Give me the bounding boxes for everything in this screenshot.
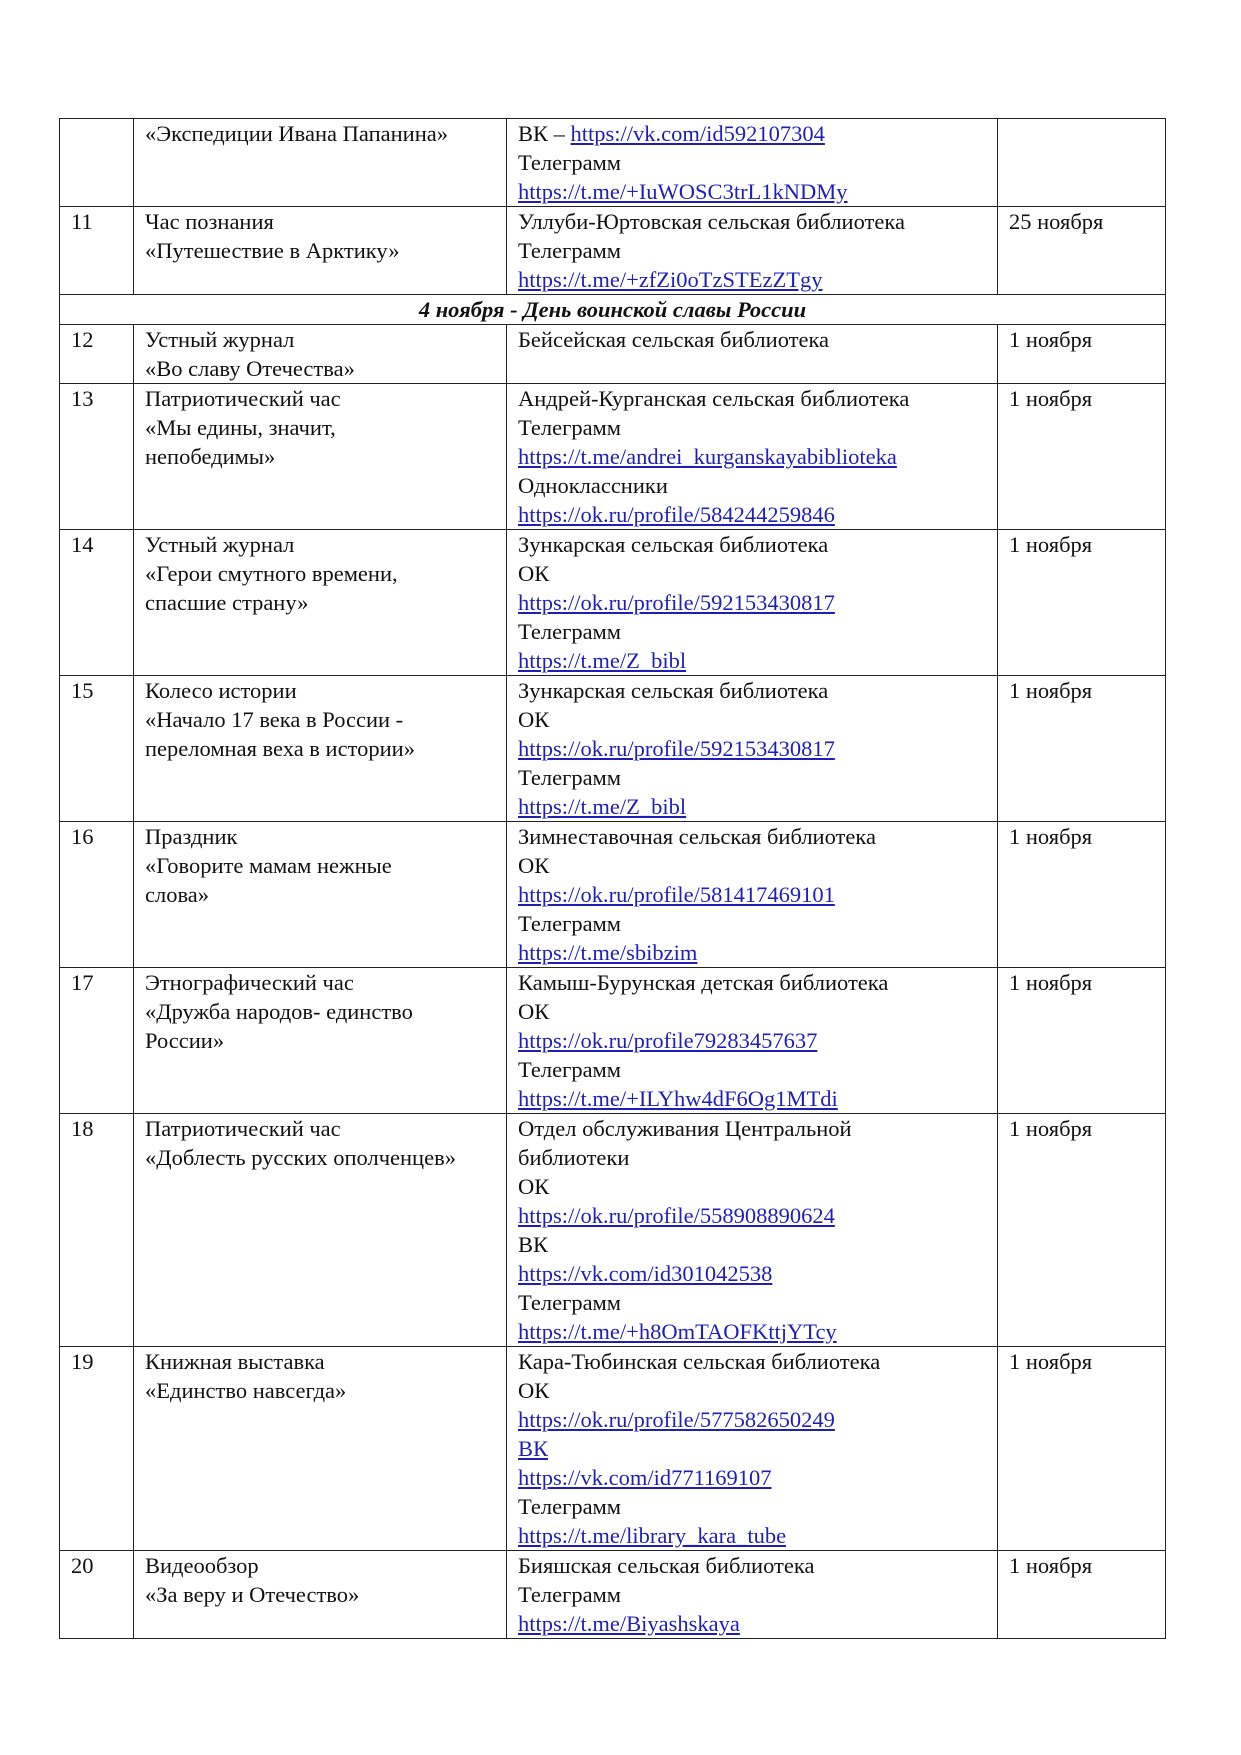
venue-link[interactable]: https://t.me/+zfZi0oTzSTEzZTgy	[518, 267, 823, 292]
venue-link[interactable]: https://t.me/+IuWOSC3trL1kNDMy	[518, 179, 848, 204]
venue-line	[518, 559, 997, 588]
venue-line	[518, 1026, 997, 1055]
event-line: переломная веха в истории»	[145, 736, 415, 761]
venue-text: Бейсейская сельская библиотека	[518, 327, 830, 352]
event-cell	[134, 822, 507, 968]
date-cell: 1 ноября	[998, 676, 1166, 822]
table-body-main	[60, 325, 1166, 1639]
venue-line	[518, 822, 997, 851]
venue-link[interactable]: https://t.me/andrei_kurganskayabiblioteka	[518, 444, 897, 469]
events-table	[59, 118, 1166, 1639]
table-body-top	[60, 119, 1166, 295]
date-cell	[998, 119, 1166, 207]
event-line: Колесо истории	[145, 678, 297, 703]
venue-cell	[507, 384, 998, 530]
row-number: 20	[60, 1551, 134, 1639]
venue-line	[518, 325, 997, 354]
venue-text: Телеграмм	[518, 1290, 622, 1315]
venue-line	[518, 997, 997, 1026]
venue-line	[518, 500, 997, 529]
venue-cell	[507, 1551, 998, 1639]
venue-line	[518, 1580, 997, 1609]
venue-text: Андрей-Курганская сельская библиотека	[518, 386, 910, 411]
venue-line	[518, 1143, 997, 1172]
event-line: России»	[145, 1028, 225, 1053]
row-number: 18	[60, 1114, 134, 1347]
venue-line	[518, 1492, 997, 1521]
venue-text: библиотеки	[518, 1145, 630, 1170]
row-number: 17	[60, 968, 134, 1114]
venue-line	[518, 909, 997, 938]
venue-line	[518, 880, 997, 909]
section-title: 4 ноября - День воинской славы России	[60, 295, 1166, 325]
venue-cell	[507, 1347, 998, 1551]
venue-line	[518, 617, 997, 646]
date-cell: 25 ноября	[998, 207, 1166, 295]
date-cell: 1 ноября	[998, 1551, 1166, 1639]
document-page	[59, 118, 1165, 1639]
table-row	[60, 1114, 1166, 1347]
venue-text: Телеграмм	[518, 1582, 622, 1607]
venue-cell	[507, 325, 998, 384]
section-header-row	[60, 295, 1166, 325]
venue-line	[518, 646, 997, 675]
venue-line	[518, 763, 997, 792]
event-line: «Экспедиции Ивана Папанина»	[145, 121, 448, 146]
event-line: Патриотический час	[145, 386, 341, 411]
venue-link[interactable]: https://ok.ru/profile/592153430817	[518, 590, 835, 615]
row-number: 19	[60, 1347, 134, 1551]
venue-line	[518, 148, 997, 177]
venue-link[interactable]: https://ok.ru/profile/577582650249	[518, 1407, 835, 1432]
table-row	[60, 1551, 1166, 1639]
venue-text: Бияшская сельская библиотека	[518, 1553, 815, 1578]
event-line: «Мы едины, значит,	[145, 415, 336, 440]
venue-link[interactable]: https://t.me/+ILYhw4dF6Og1MTdi	[518, 1086, 838, 1111]
venue-text: Телеграмм	[518, 911, 622, 936]
venue-text: Камыш-Бурунская детская библиотека	[518, 970, 889, 995]
venue-link[interactable]: https://ok.ru/profile/592153430817	[518, 736, 835, 761]
venue-text: Телеграмм	[518, 238, 622, 263]
venue-line	[518, 471, 997, 500]
venue-line	[518, 1201, 997, 1230]
date-cell: 1 ноября	[998, 325, 1166, 384]
date-cell: 1 ноября	[998, 1114, 1166, 1347]
venue-text: Одноклассники	[518, 473, 668, 498]
venue-line	[518, 588, 997, 617]
venue-line	[518, 1434, 997, 1463]
venue-text: Кара-Тюбинская сельская библиотека	[518, 1349, 881, 1374]
venue-link[interactable]: https://vk.com/id301042538	[518, 1261, 773, 1286]
date-cell: 1 ноября	[998, 530, 1166, 676]
row-number: 11	[60, 207, 134, 295]
row-number: 15	[60, 676, 134, 822]
event-cell	[134, 384, 507, 530]
event-line: «Герои смутного времени,	[145, 561, 398, 586]
table-row	[60, 1347, 1166, 1551]
venue-text: ОК	[518, 1378, 550, 1403]
venue-text: Телеграмм	[518, 415, 622, 440]
venue-cell	[507, 119, 998, 207]
event-cell	[134, 207, 507, 295]
venue-link[interactable]: https://t.me/+h8OmTAOFKttjYTcy	[518, 1319, 837, 1344]
venue-text: Отдел обслуживания Центральной	[518, 1116, 852, 1141]
venue-cell	[507, 968, 998, 1114]
venue-line	[518, 1463, 997, 1492]
venue-text: Зункарская сельская библиотека	[518, 532, 829, 557]
venue-line	[518, 1230, 997, 1259]
row-number: 13	[60, 384, 134, 530]
venue-line	[518, 442, 997, 471]
venue-line	[518, 413, 997, 442]
event-cell	[134, 119, 507, 207]
venue-link[interactable]: https://t.me/Z_bibl	[518, 648, 687, 673]
venue-line	[518, 851, 997, 880]
venue-line	[518, 1551, 997, 1580]
venue-link[interactable]: https://t.me/sbibzim	[518, 940, 698, 965]
event-line: «Дружба народов- единство	[145, 999, 413, 1024]
event-line: «Путешествие в Арктику»	[145, 238, 400, 263]
venue-cell	[507, 1114, 998, 1347]
table-section	[60, 295, 1166, 325]
event-cell	[134, 1551, 507, 1639]
event-line: Устный журнал	[145, 327, 295, 352]
venue-cell	[507, 530, 998, 676]
venue-link[interactable]: https://t.me/Biyashskaya	[518, 1611, 740, 1636]
event-line: «Доблесть русских ополченцев»	[145, 1145, 456, 1170]
venue-line	[518, 1609, 997, 1638]
table-row	[60, 968, 1166, 1114]
venue-line	[518, 1055, 997, 1084]
event-cell	[134, 325, 507, 384]
venue-line	[518, 530, 997, 559]
date-cell: 1 ноября	[998, 1347, 1166, 1551]
row-number	[60, 119, 134, 207]
venue-link[interactable]: https://vk.com/id771169107	[518, 1465, 772, 1490]
event-line: Патриотический час	[145, 1116, 341, 1141]
venue-line	[518, 1259, 997, 1288]
event-line: «За веру и Отечество»	[145, 1582, 360, 1607]
venue-line	[518, 1347, 997, 1376]
event-line: слова»	[145, 882, 210, 907]
table-row	[60, 325, 1166, 384]
venue-line	[518, 1317, 997, 1346]
row-number: 14	[60, 530, 134, 676]
venue-line	[518, 792, 997, 821]
venue-text: ВК –	[518, 121, 571, 146]
event-line: Этнографический час	[145, 970, 354, 995]
venue-line	[518, 938, 997, 967]
venue-cell	[507, 822, 998, 968]
venue-line	[518, 177, 997, 206]
event-cell	[134, 676, 507, 822]
venue-line	[518, 676, 997, 705]
venue-link[interactable]: https://ok.ru/profile/584244259846	[518, 502, 835, 527]
venue-line	[518, 1172, 997, 1201]
date-cell: 1 ноября	[998, 968, 1166, 1114]
venue-line	[518, 265, 997, 294]
venue-line	[518, 119, 997, 148]
venue-cell	[507, 207, 998, 295]
venue-line	[518, 1405, 997, 1434]
venue-text: ОК	[518, 707, 550, 732]
date-cell: 1 ноября	[998, 384, 1166, 530]
date-cell: 1 ноября	[998, 822, 1166, 968]
venue-line	[518, 705, 997, 734]
venue-link[interactable]: https://ok.ru/profile/558908890624	[518, 1203, 835, 1228]
event-line: непобедимы»	[145, 444, 276, 469]
venue-text: Телеграмм	[518, 150, 622, 175]
venue-link[interactable]: https://ok.ru/profile79283457637	[518, 1028, 818, 1053]
venue-line	[518, 734, 997, 763]
venue-link[interactable]: https://ok.ru/profile/581417469101	[518, 882, 835, 907]
event-cell	[134, 968, 507, 1114]
table-row	[60, 119, 1166, 207]
event-line: Устный журнал	[145, 532, 295, 557]
table-row	[60, 207, 1166, 295]
venue-text: Зункарская сельская библиотека	[518, 678, 829, 703]
event-cell	[134, 1347, 507, 1551]
venue-link[interactable]: https://t.me/library_kara_tube	[518, 1523, 787, 1548]
venue-text: Телеграмм	[518, 1494, 622, 1519]
venue-line	[518, 1521, 997, 1550]
venue-text: Зимнеставочная сельская библиотека	[518, 824, 876, 849]
event-line: «Говорите мамам нежные	[145, 853, 392, 878]
event-line: «Начало 17 века в России -	[145, 707, 404, 732]
venue-link[interactable]: ВК	[518, 1436, 549, 1461]
table-row	[60, 822, 1166, 968]
venue-text: Телеграмм	[518, 1057, 622, 1082]
venue-line	[518, 1376, 997, 1405]
venue-line	[518, 1288, 997, 1317]
venue-line	[518, 1084, 997, 1113]
event-cell	[134, 1114, 507, 1347]
venue-text: Телеграмм	[518, 619, 622, 644]
venue-text: ОК	[518, 999, 550, 1024]
venue-text: Уллуби-Юртовская сельская библиотека	[518, 209, 905, 234]
event-line: Книжная выставка	[145, 1349, 325, 1374]
venue-line	[518, 968, 997, 997]
venue-text: Телеграмм	[518, 765, 622, 790]
venue-line	[518, 207, 997, 236]
venue-cell	[507, 676, 998, 822]
event-line: Видеообзор	[145, 1553, 259, 1578]
event-line: «Единство навсегда»	[145, 1378, 347, 1403]
venue-text: ОК	[518, 1174, 550, 1199]
table-row	[60, 676, 1166, 822]
row-number: 12	[60, 325, 134, 384]
row-number: 16	[60, 822, 134, 968]
venue-text: ОК	[518, 561, 550, 586]
venue-line	[518, 384, 997, 413]
venue-line	[518, 236, 997, 265]
event-line: Праздник	[145, 824, 238, 849]
event-line: «Во славу Отечества»	[145, 356, 355, 381]
event-line: Час познания	[145, 209, 274, 234]
event-line: спасшие страну»	[145, 590, 309, 615]
table-row	[60, 384, 1166, 530]
venue-text: ВК	[518, 1232, 549, 1257]
table-row	[60, 530, 1166, 676]
venue-link[interactable]: https://t.me/Z_bibl	[518, 794, 687, 819]
venue-line	[518, 1114, 997, 1143]
venue-link[interactable]: https://vk.com/id592107304	[570, 121, 825, 146]
event-cell	[134, 530, 507, 676]
venue-text: ОК	[518, 853, 550, 878]
